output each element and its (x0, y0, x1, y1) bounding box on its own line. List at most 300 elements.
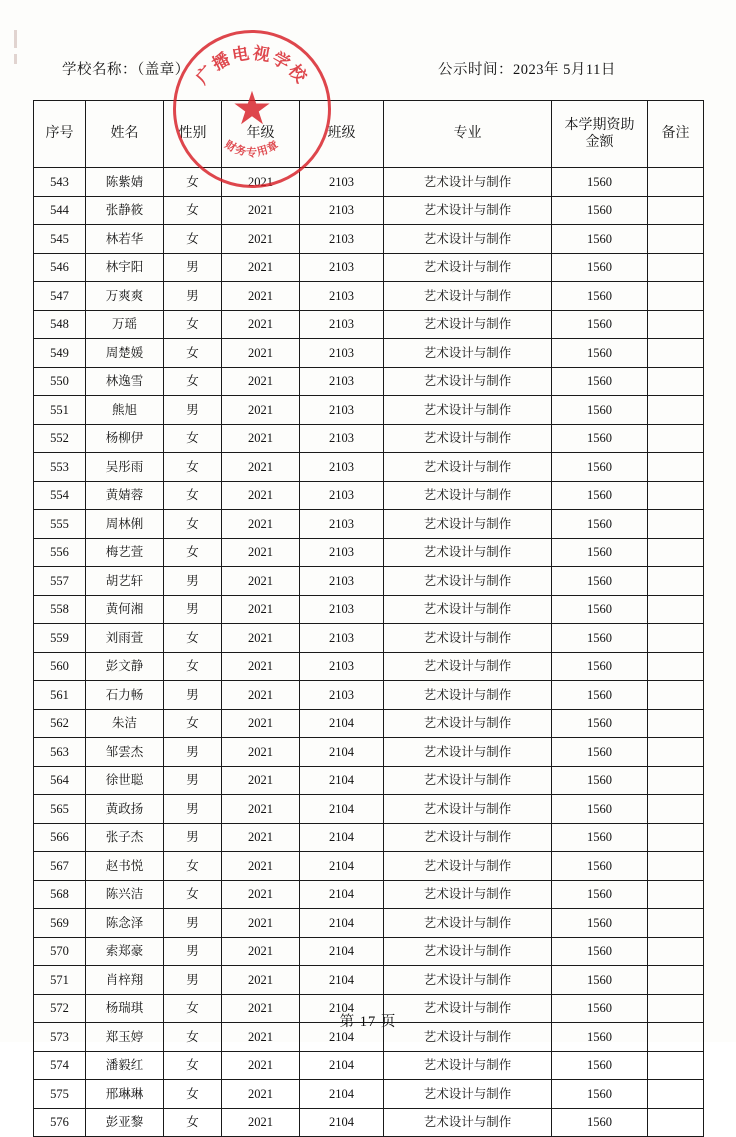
cell-major: 艺术设计与制作 (384, 937, 552, 966)
cell-name: 朱洁 (86, 709, 164, 738)
publication-date-label: 公示时间：2023年 5月11日 (438, 62, 616, 78)
cell-note (648, 709, 704, 738)
cell-major: 艺术设计与制作 (384, 1051, 552, 1080)
cell-gender: 男 (164, 253, 222, 282)
cell-gender: 女 (164, 225, 222, 254)
cell-grade: 2021 (222, 253, 300, 282)
cell-class: 2104 (300, 852, 384, 881)
cell-note (648, 510, 704, 539)
cell-class: 2104 (300, 880, 384, 909)
cell-gender: 女 (164, 652, 222, 681)
cell-amount: 1560 (552, 396, 648, 425)
cell-grade: 2021 (222, 652, 300, 681)
cell-major: 艺术设计与制作 (384, 652, 552, 681)
cell-class: 2103 (300, 310, 384, 339)
cell-note (648, 168, 704, 197)
cell-name: 黄何湘 (86, 595, 164, 624)
cell-major: 艺术设计与制作 (384, 282, 552, 311)
cell-gender: 男 (164, 396, 222, 425)
table-row (34, 595, 704, 624)
cell-major: 艺术设计与制作 (384, 624, 552, 653)
cell-seq: 568 (34, 880, 86, 909)
cell-grade: 2021 (222, 310, 300, 339)
cell-note (648, 937, 704, 966)
amount-head-line2: 金额 (585, 135, 614, 150)
cell-seq: 550 (34, 367, 86, 396)
cell-seq: 570 (34, 937, 86, 966)
cell-name: 邹雲杰 (86, 738, 164, 767)
cell-note (648, 424, 704, 453)
table-row (34, 567, 704, 596)
cell-amount: 1560 (552, 823, 648, 852)
cell-seq: 548 (34, 310, 86, 339)
cell-name: 万爽爽 (86, 282, 164, 311)
cell-class: 2104 (300, 966, 384, 995)
table-row (34, 538, 704, 567)
cell-seq: 569 (34, 909, 86, 938)
cell-class: 2103 (300, 282, 384, 311)
cell-note (648, 909, 704, 938)
cell-grade: 2021 (222, 909, 300, 938)
cell-note (648, 538, 704, 567)
cell-name: 陈紫婧 (86, 168, 164, 197)
cell-gender: 男 (164, 795, 222, 824)
table-row (34, 253, 704, 282)
cell-note (648, 1080, 704, 1109)
cell-grade: 2021 (222, 937, 300, 966)
cell-grade: 2021 (222, 168, 300, 197)
cell-grade: 2021 (222, 282, 300, 311)
cell-amount: 1560 (552, 681, 648, 710)
table-row (34, 966, 704, 995)
cell-name: 黄政扬 (86, 795, 164, 824)
cell-class: 2104 (300, 1108, 384, 1137)
cell-class: 2104 (300, 1051, 384, 1080)
cell-name: 赵书悦 (86, 852, 164, 881)
cell-major: 艺术设计与制作 (384, 396, 552, 425)
cell-seq: 553 (34, 453, 86, 482)
cell-amount: 1560 (552, 225, 648, 254)
table-row (34, 424, 704, 453)
cell-note (648, 966, 704, 995)
cell-amount: 1560 (552, 538, 648, 567)
cell-name: 刘雨萱 (86, 624, 164, 653)
cell-major: 艺术设计与制作 (384, 453, 552, 482)
cell-class: 2103 (300, 595, 384, 624)
cell-class: 2103 (300, 424, 384, 453)
cell-gender: 女 (164, 880, 222, 909)
cell-note (648, 396, 704, 425)
cell-seq: 576 (34, 1108, 86, 1137)
cell-amount: 1560 (552, 510, 648, 539)
cell-note (648, 795, 704, 824)
cell-gender: 女 (164, 1051, 222, 1080)
cell-amount: 1560 (552, 766, 648, 795)
cell-major: 艺术设计与制作 (384, 795, 552, 824)
cell-note (648, 681, 704, 710)
cell-major: 艺术设计与制作 (384, 994, 552, 1023)
cell-note (648, 282, 704, 311)
cell-grade: 2021 (222, 966, 300, 995)
cell-amount: 1560 (552, 367, 648, 396)
cell-seq: 547 (34, 282, 86, 311)
cell-amount: 1560 (552, 424, 648, 453)
cell-note (648, 624, 704, 653)
cell-grade: 2021 (222, 453, 300, 482)
cell-gender: 女 (164, 852, 222, 881)
cell-name: 熊旭 (86, 396, 164, 425)
cell-major: 艺术设计与制作 (384, 310, 552, 339)
cell-note (648, 738, 704, 767)
table-row (34, 1051, 704, 1080)
cell-note (648, 595, 704, 624)
cell-grade: 2021 (222, 852, 300, 881)
cell-major: 艺术设计与制作 (384, 852, 552, 881)
cell-seq: 549 (34, 339, 86, 368)
cell-class: 2104 (300, 1023, 384, 1052)
cell-amount: 1560 (552, 168, 648, 197)
cell-seq: 565 (34, 795, 86, 824)
cell-grade: 2021 (222, 795, 300, 824)
cell-major: 艺术设计与制作 (384, 168, 552, 197)
cell-name: 彭文静 (86, 652, 164, 681)
cell-gender: 男 (164, 738, 222, 767)
cell-amount: 1560 (552, 1051, 648, 1080)
cell-amount: 1560 (552, 1023, 648, 1052)
cell-class: 2103 (300, 196, 384, 225)
cell-name: 胡艺轩 (86, 567, 164, 596)
table-row (34, 823, 704, 852)
table-row (34, 937, 704, 966)
cell-seq: 559 (34, 624, 86, 653)
cell-amount: 1560 (552, 282, 648, 311)
cell-amount: 1560 (552, 909, 648, 938)
table-row (34, 852, 704, 881)
cell-major: 艺术设计与制作 (384, 1080, 552, 1109)
cell-gender: 女 (164, 481, 222, 510)
cell-name: 潘毅红 (86, 1051, 164, 1080)
column-header-class: 班级 (300, 101, 384, 168)
column-header-amount (552, 101, 648, 168)
cell-note (648, 766, 704, 795)
cell-gender: 男 (164, 766, 222, 795)
page-footer (0, 1010, 736, 1031)
cell-major: 艺术设计与制作 (384, 1023, 552, 1052)
cell-seq: 560 (34, 652, 86, 681)
cell-amount: 1560 (552, 481, 648, 510)
table-row (34, 453, 704, 482)
cell-seq: 556 (34, 538, 86, 567)
cell-class: 2104 (300, 823, 384, 852)
cell-grade: 2021 (222, 567, 300, 596)
cell-seq: 545 (34, 225, 86, 254)
column-header-gender: 性别 (164, 101, 222, 168)
cell-seq: 544 (34, 196, 86, 225)
cell-class: 2103 (300, 652, 384, 681)
cell-grade: 2021 (222, 481, 300, 510)
cell-amount: 1560 (552, 1080, 648, 1109)
cell-class: 2103 (300, 538, 384, 567)
cell-name: 索郑豪 (86, 937, 164, 966)
cell-name: 杨瑞琪 (86, 994, 164, 1023)
cell-grade: 2021 (222, 681, 300, 710)
cell-gender: 女 (164, 367, 222, 396)
cell-gender: 女 (164, 624, 222, 653)
cell-amount: 1560 (552, 1108, 648, 1137)
cell-class: 2103 (300, 225, 384, 254)
cell-amount: 1560 (552, 624, 648, 653)
table-row (34, 880, 704, 909)
table-row (34, 510, 704, 539)
cell-seq: 571 (34, 966, 86, 995)
cell-grade: 2021 (222, 1080, 300, 1109)
cell-name: 张静筱 (86, 196, 164, 225)
cell-major: 艺术设计与制作 (384, 253, 552, 282)
cell-name: 肖梓翔 (86, 966, 164, 995)
cell-amount: 1560 (552, 196, 648, 225)
cell-grade: 2021 (222, 1023, 300, 1052)
cell-gender: 女 (164, 510, 222, 539)
table-row (34, 624, 704, 653)
scan-edge-mark (14, 30, 17, 48)
cell-class: 2104 (300, 909, 384, 938)
table-row (34, 795, 704, 824)
cell-grade: 2021 (222, 225, 300, 254)
cell-major: 艺术设计与制作 (384, 1108, 552, 1137)
cell-note (648, 1108, 704, 1137)
cell-class: 2104 (300, 1080, 384, 1109)
cell-note (648, 880, 704, 909)
cell-class: 2104 (300, 738, 384, 767)
cell-class: 2103 (300, 339, 384, 368)
cell-gender: 女 (164, 424, 222, 453)
column-header-grade: 年级 (222, 101, 300, 168)
cell-name: 林宇阳 (86, 253, 164, 282)
cell-class: 2103 (300, 253, 384, 282)
cell-note (648, 652, 704, 681)
cell-amount: 1560 (552, 852, 648, 881)
cell-grade: 2021 (222, 624, 300, 653)
cell-amount: 1560 (552, 795, 648, 824)
cell-major: 艺术设计与制作 (384, 738, 552, 767)
cell-amount: 1560 (552, 310, 648, 339)
cell-amount: 1560 (552, 966, 648, 995)
cell-class: 2104 (300, 766, 384, 795)
table-row (34, 339, 704, 368)
cell-amount: 1560 (552, 709, 648, 738)
cell-grade: 2021 (222, 1108, 300, 1137)
table-row (34, 1108, 704, 1137)
cell-name: 周楚媛 (86, 339, 164, 368)
cell-note (648, 253, 704, 282)
cell-class: 2104 (300, 937, 384, 966)
amount-head-line1: 本学期资助 (564, 117, 635, 133)
cell-amount: 1560 (552, 253, 648, 282)
cell-seq: 555 (34, 510, 86, 539)
cell-gender: 男 (164, 966, 222, 995)
cell-gender: 女 (164, 1080, 222, 1109)
table-row (34, 168, 704, 197)
cell-seq: 552 (34, 424, 86, 453)
cell-name: 陈兴洁 (86, 880, 164, 909)
cell-seq: 575 (34, 1080, 86, 1109)
cell-name: 陈念泽 (86, 909, 164, 938)
cell-seq: 574 (34, 1051, 86, 1080)
column-header-seq: 序号 (34, 101, 86, 168)
cell-name: 张子杰 (86, 823, 164, 852)
cell-gender: 女 (164, 994, 222, 1023)
cell-seq: 573 (34, 1023, 86, 1052)
cell-major: 艺术设计与制作 (384, 510, 552, 539)
cell-class: 2103 (300, 510, 384, 539)
cell-major: 艺术设计与制作 (384, 681, 552, 710)
cell-seq: 564 (34, 766, 86, 795)
cell-note (648, 339, 704, 368)
cell-major: 艺术设计与制作 (384, 367, 552, 396)
cell-grade: 2021 (222, 738, 300, 767)
cell-class: 2103 (300, 168, 384, 197)
cell-gender: 男 (164, 681, 222, 710)
cell-class: 2104 (300, 709, 384, 738)
table-row (34, 652, 704, 681)
table-body (34, 168, 704, 1137)
column-header-major: 专业 (384, 101, 552, 168)
cell-class: 2103 (300, 681, 384, 710)
cell-grade: 2021 (222, 339, 300, 368)
cell-gender: 女 (164, 196, 222, 225)
cell-major: 艺术设计与制作 (384, 196, 552, 225)
cell-grade: 2021 (222, 994, 300, 1023)
cell-amount: 1560 (552, 595, 648, 624)
cell-major: 艺术设计与制作 (384, 909, 552, 938)
table-row (34, 225, 704, 254)
cell-note (648, 1051, 704, 1080)
cell-amount: 1560 (552, 937, 648, 966)
cell-gender: 女 (164, 310, 222, 339)
cell-gender: 男 (164, 823, 222, 852)
cell-grade: 2021 (222, 396, 300, 425)
cell-grade: 2021 (222, 709, 300, 738)
cell-note (648, 225, 704, 254)
cell-amount: 1560 (552, 738, 648, 767)
table-row (34, 396, 704, 425)
cell-gender: 男 (164, 282, 222, 311)
table-header-row (34, 101, 704, 168)
cell-note (648, 453, 704, 482)
cell-class: 2103 (300, 624, 384, 653)
cell-class: 2103 (300, 567, 384, 596)
cell-amount: 1560 (552, 567, 648, 596)
cell-note (648, 481, 704, 510)
cell-name: 周林俐 (86, 510, 164, 539)
cell-note (648, 567, 704, 596)
cell-note (648, 823, 704, 852)
cell-name: 徐世聪 (86, 766, 164, 795)
cell-seq: 572 (34, 994, 86, 1023)
cell-class: 2104 (300, 795, 384, 824)
cell-gender: 男 (164, 595, 222, 624)
cell-major: 艺术设计与制作 (384, 225, 552, 254)
cell-seq: 551 (34, 396, 86, 425)
cell-name: 邢琳琳 (86, 1080, 164, 1109)
cell-major: 艺术设计与制作 (384, 880, 552, 909)
cell-seq: 554 (34, 481, 86, 510)
svg-text:广播电视学校: 广播电视学校 (192, 43, 312, 88)
cell-gender: 女 (164, 168, 222, 197)
cell-class: 2103 (300, 453, 384, 482)
cell-gender: 女 (164, 538, 222, 567)
cell-note (648, 852, 704, 881)
cell-seq: 563 (34, 738, 86, 767)
cell-seq: 543 (34, 168, 86, 197)
cell-amount: 1560 (552, 994, 648, 1023)
cell-seq: 557 (34, 567, 86, 596)
cell-grade: 2021 (222, 595, 300, 624)
cell-seq: 562 (34, 709, 86, 738)
cell-note (648, 310, 704, 339)
cell-major: 艺术设计与制作 (384, 339, 552, 368)
cell-grade: 2021 (222, 196, 300, 225)
cell-class: 2103 (300, 481, 384, 510)
cell-gender: 女 (164, 1023, 222, 1052)
cell-major: 艺术设计与制作 (384, 595, 552, 624)
table-row (34, 766, 704, 795)
cell-grade: 2021 (222, 367, 300, 396)
cell-amount: 1560 (552, 652, 648, 681)
cell-name: 吴彤雨 (86, 453, 164, 482)
cell-name: 石力畅 (86, 681, 164, 710)
cell-class: 2104 (300, 994, 384, 1023)
table-row (34, 738, 704, 767)
cell-seq: 566 (34, 823, 86, 852)
cell-major: 艺术设计与制作 (384, 709, 552, 738)
cell-major: 艺术设计与制作 (384, 424, 552, 453)
cell-seq: 546 (34, 253, 86, 282)
cell-gender: 男 (164, 909, 222, 938)
cell-note (648, 367, 704, 396)
cell-name: 郑玉婷 (86, 1023, 164, 1052)
cell-grade: 2021 (222, 766, 300, 795)
subsidy-table (33, 100, 704, 1137)
cell-gender: 女 (164, 339, 222, 368)
cell-grade: 2021 (222, 1051, 300, 1080)
cell-name: 梅艺萱 (86, 538, 164, 567)
table-row (34, 709, 704, 738)
cell-major: 艺术设计与制作 (384, 567, 552, 596)
table-row (34, 282, 704, 311)
cell-gender: 男 (164, 937, 222, 966)
cell-gender: 女 (164, 453, 222, 482)
table-row (34, 310, 704, 339)
cell-major: 艺术设计与制作 (384, 481, 552, 510)
page-number: 第 17 页 (339, 1014, 397, 1030)
table-row (34, 1080, 704, 1109)
cell-grade: 2021 (222, 510, 300, 539)
table-row (34, 681, 704, 710)
cell-gender: 男 (164, 567, 222, 596)
cell-name: 彭亚黎 (86, 1108, 164, 1137)
cell-name: 林逸雪 (86, 367, 164, 396)
cell-name: 林若华 (86, 225, 164, 254)
cell-major: 艺术设计与制作 (384, 966, 552, 995)
document-header (0, 58, 736, 84)
cell-seq: 558 (34, 595, 86, 624)
svg-text:财务专用章: 财务专用章 (222, 138, 282, 159)
table-row (34, 481, 704, 510)
cell-name: 杨柳伊 (86, 424, 164, 453)
cell-gender: 女 (164, 709, 222, 738)
cell-class: 2103 (300, 367, 384, 396)
